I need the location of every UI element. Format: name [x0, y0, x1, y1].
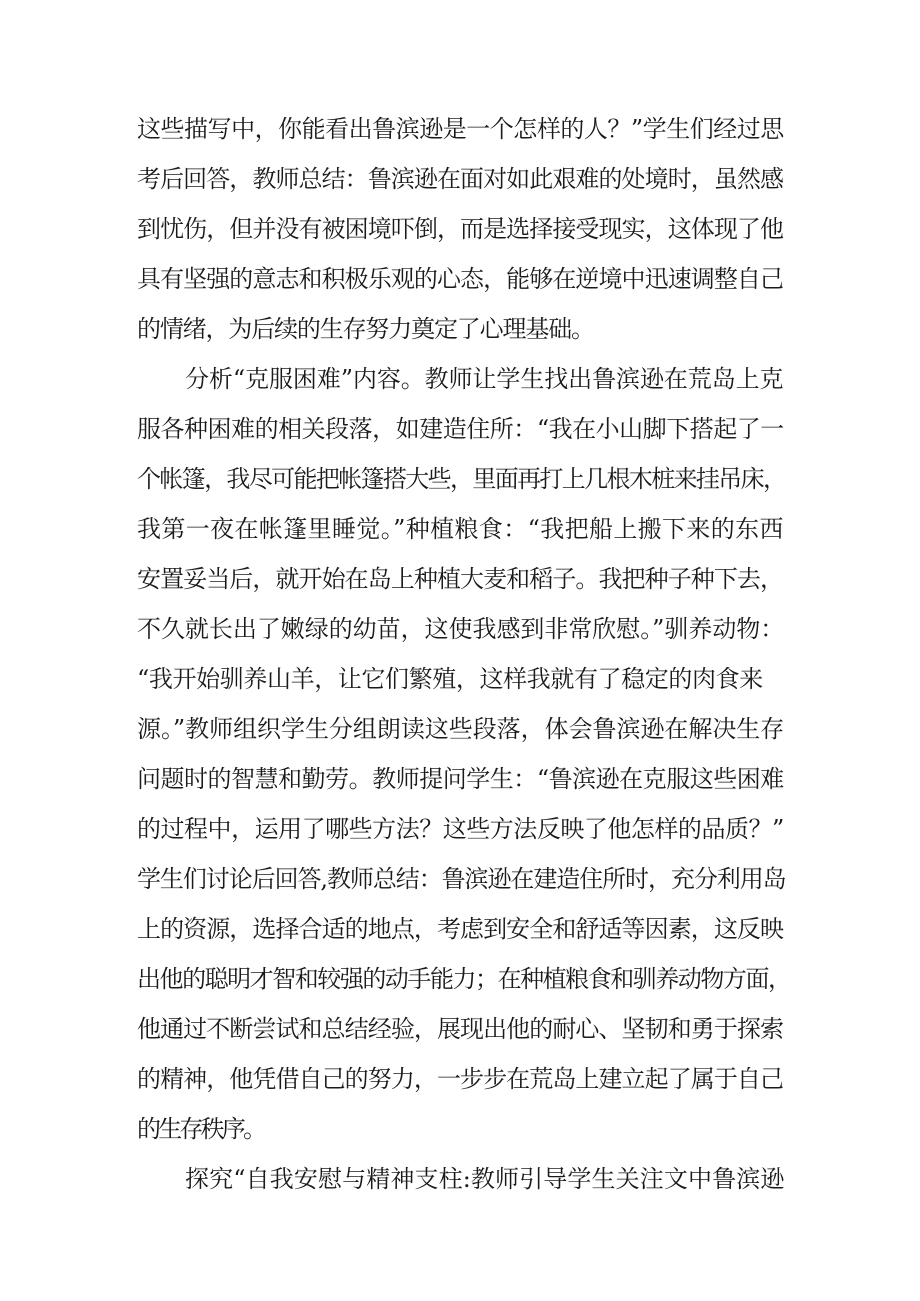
text-line: “我开始驯养山羊，让它们繁殖，这样我就有了稳定的肉食来 [137, 665, 763, 693]
text-line: 的情绪，为后续的生存努力奠定了心理基础。 [137, 315, 594, 343]
text-line: 个帐篷，我尽可能把帐篷搭大些，里面再打上几根木桩来挂吊床， [137, 465, 786, 493]
text-line: 不久就长出了嫩绿的幼苗，这使我感到非常欣慰。”驯养动物： [137, 615, 785, 643]
text-line: 上的资源，选择合适的地点，考虑到安全和舒适等因素，这反映 [137, 915, 784, 943]
text-line: 问题时的智慧和勤劳。教师提问学生：“鲁滨逊在克服这些困难 [137, 765, 784, 793]
text-line: 我第一夜在帐篷里睡觉。”种植粮食：“我把船上搬下来的东西 [137, 515, 784, 543]
text-line: 具有坚强的意志和积极乐观的心态，能够在逆境中迅速调整自己 [137, 265, 784, 293]
text-line: 到忧伤，但并没有被困境吓倒，而是选择接受现实，这体现了他 [137, 215, 784, 243]
text-line: 出他的聪明才智和较强的动手能力；在种植粮食和驯养动物方面， [137, 965, 791, 993]
text-line: 他通过不断尝试和总结经验，展现出他的耐心、坚韧和勇于探索 [137, 1015, 784, 1043]
text-line: 分析“克服困难”内容。教师让学生找出鲁滨逊在荒岛上克 [185, 365, 784, 393]
text-line: 的精神，他凭借自己的努力，一步步在荒岛上建立起了属于自己 [137, 1065, 784, 1093]
text-line: 的过程中，运用了哪些方法？这些方法反映了他怎样的品质？” [137, 815, 784, 843]
text-line: 这些描写中，你能看出鲁滨逊是一个怎样的人？”学生们经过思 [137, 115, 784, 143]
text-line: 学生们讨论后回答,教师总结：鲁滨逊在建造住所时，充分利用岛 [137, 865, 786, 893]
text-line: 安置妥当后，就开始在岛上种植大麦和稻子。我把种子种下去， [137, 565, 784, 593]
text-line: 的生存秩序。 [137, 1115, 265, 1143]
text-line: 考后回答，教师总结：鲁滨逊在面对如此艰难的处境时，虽然感 [137, 165, 784, 193]
text-line: 服各种困难的相关段落，如建造住所：“我在小山脚下搭起了一 [137, 415, 784, 443]
text-line: 探究“自我安慰与精神支柱:教师引导学生关注文中鲁滨逊 [185, 1165, 785, 1193]
text-line: 源。”教师组织学生分组朗读这些段落，体会鲁滨逊在解决生存 [137, 715, 785, 743]
